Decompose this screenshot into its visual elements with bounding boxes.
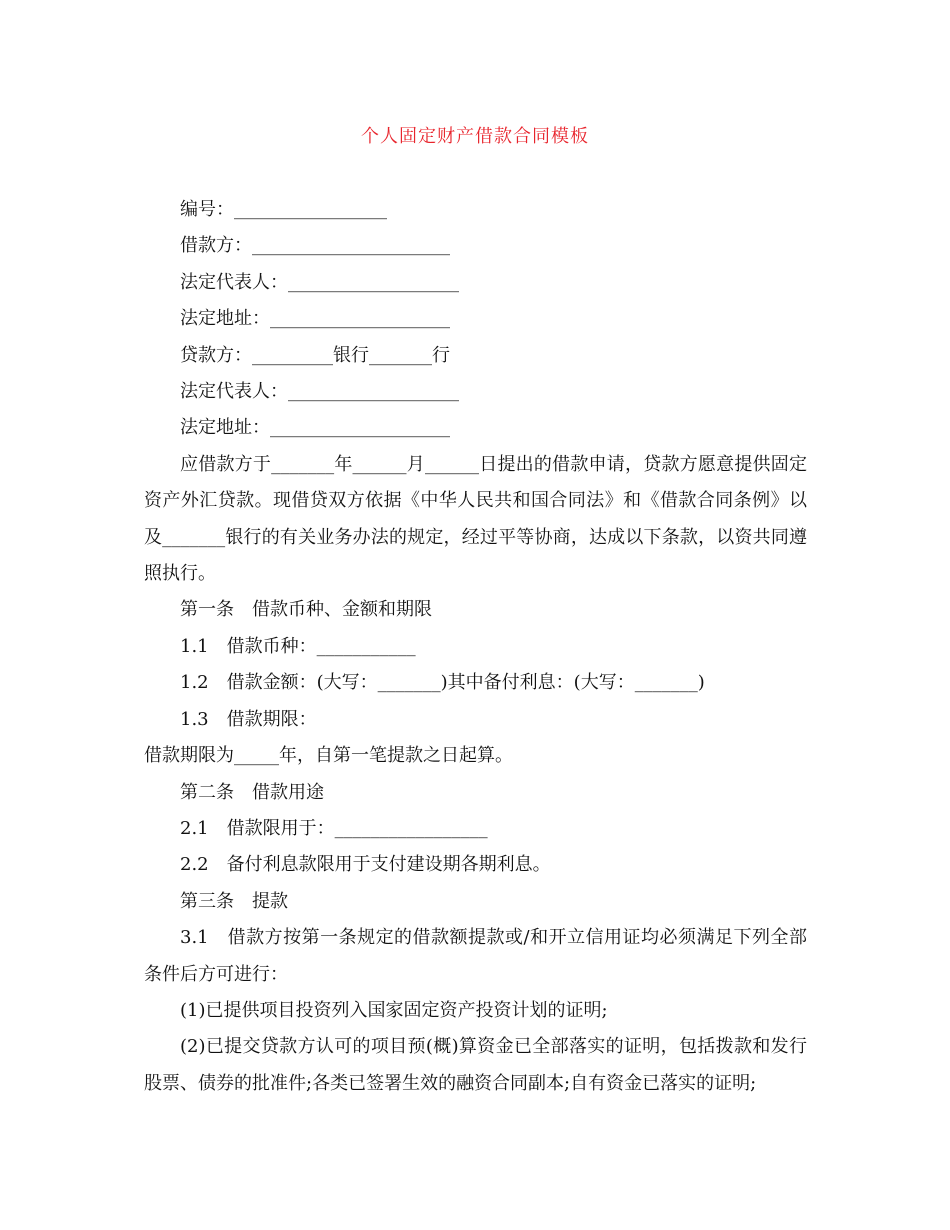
article-3-heading: 第三条 提款 bbox=[180, 890, 288, 912]
document-title: 个人固定财产借款合同模板 bbox=[361, 126, 589, 147]
field-borrower-legal-representative: 法定代表人：___________________ bbox=[180, 271, 459, 293]
clause-1-2: 1.2 借款金额：(大写：_______)其中备付利息：(大写：_______) bbox=[180, 672, 705, 694]
condition-2: (2)已提交贷款方认可的项目预(概)算资金已全部落实的证明，包括拨款和发行股票、债券的批准件;各类已签署生效的融资合同副本;自有资金已落实的证明; bbox=[144, 1036, 807, 1094]
clause-2-2: 2.2 备付利息款限用于支付建设期各期利息。 bbox=[180, 854, 551, 876]
document-body bbox=[144, 192, 807, 1102]
field-lender-legal-representative: 法定代表人：___________________ bbox=[180, 381, 459, 403]
loan-term-text: 借款期限为_____年，自第一笔提款之日起算。 bbox=[144, 745, 513, 767]
field-borrower: 借款方：______________________ bbox=[180, 235, 450, 257]
field-lender: 贷款方：_________银行_______行 bbox=[180, 344, 450, 366]
clause-2-1: 2.1 借款限用于：_________________ bbox=[180, 817, 488, 839]
field-lender-legal-address: 法定地址：____________________ bbox=[180, 417, 450, 439]
article-2-heading: 第二条 借款用途 bbox=[180, 781, 324, 803]
preamble-paragraph: 应借款方于_______年______月______日提出的借款申请，贷款方愿意提供固定资产外汇贷款。现借贷双方依据《中华人民共和国合同法》和《借款合同条例》以及_______银行的有关业务办法的规定，经过平等协商，达成以下条款，以资共同遵照执行。 bbox=[144, 453, 807, 585]
clause-1-1: 1.1 借款币种：___________ bbox=[180, 635, 416, 657]
condition-1: (1)已提供项目投资列入国家固定资产投资计划的证明; bbox=[180, 999, 608, 1021]
article-1-heading: 第一条 借款币种、金额和期限 bbox=[180, 599, 432, 621]
clause-1-3: 1.3 借款期限： bbox=[180, 708, 317, 730]
field-serial-number: 编号：_________________ bbox=[180, 199, 387, 220]
field-borrower-legal-address: 法定地址：____________________ bbox=[180, 308, 450, 330]
clause-3-1: 3.1 借款方按第一条规定的借款额提款或/和开立信用证均必须满足下列全部条件后方可进行： bbox=[144, 927, 807, 985]
